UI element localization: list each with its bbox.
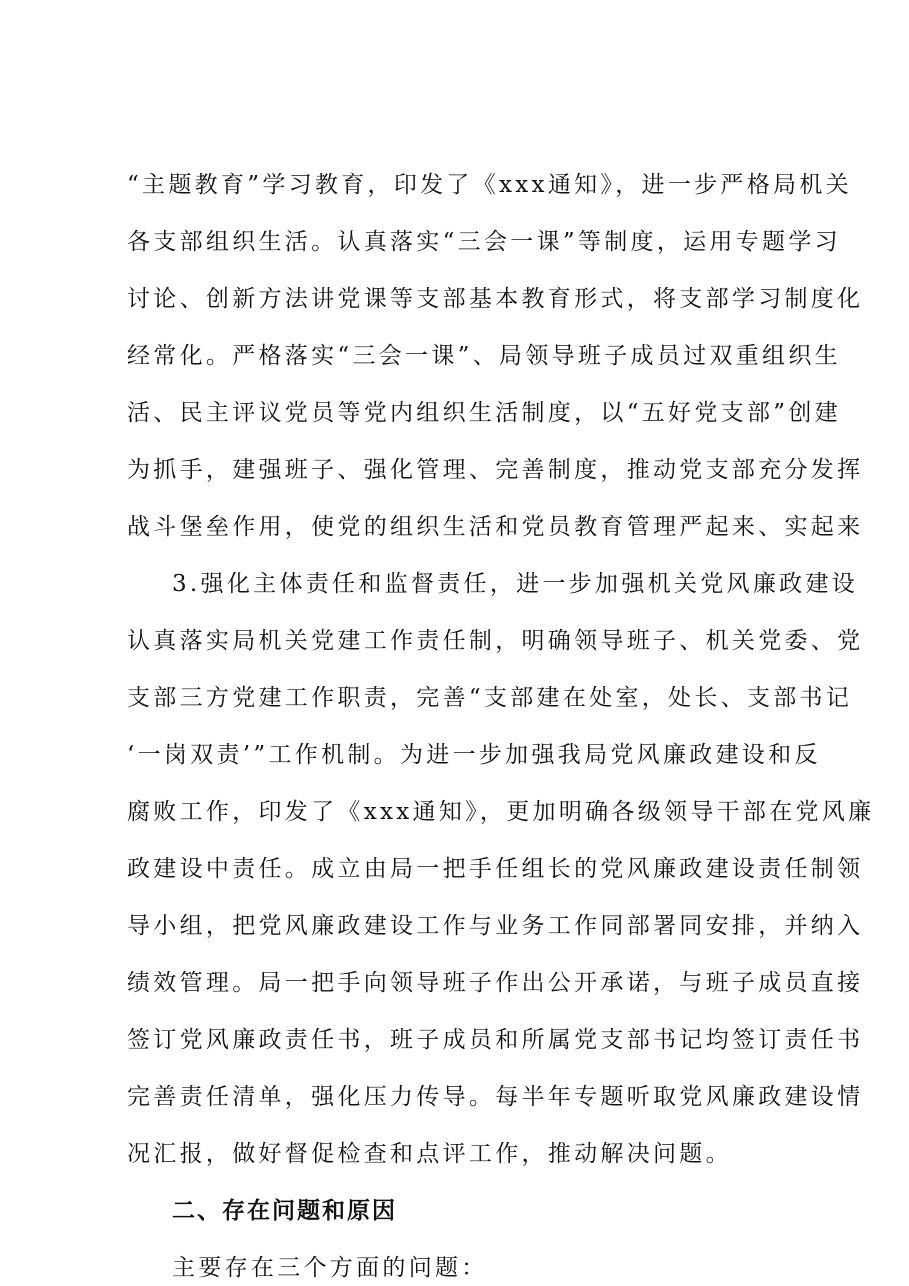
text-line: 活、民主评议党员等党内组织生活制度，以“五好党支部”创建 [127, 400, 841, 426]
text-line: “主题教育”学习教育，印发了《xxx通知》，进一步严格局机关 [127, 172, 852, 198]
text-line: 认真落实局机关党建工作责任制，明确领导班子、机关党委、党 [127, 628, 864, 654]
text-line: 完善责任清单，强化压力传导。每半年专题听取党风廉政建设情 [127, 1084, 864, 1110]
text-line: 经常化。严格落实“三会一课”、局领导班子成员过双重组织生 [127, 343, 841, 369]
text-line: 主要存在三个方面的问题： [172, 1255, 488, 1281]
text-line: 政建设中责任。成立由局一把手任组长的党风廉政建设责任制领 [127, 856, 864, 882]
text-line: 为抓手，建强班子、强化管理、完善制度，推动党支部充分发挥 [127, 457, 864, 483]
section-heading: 二、存在问题和原因 [172, 1198, 397, 1224]
text-line: 签订党风廉政责任书，班子成员和所属党支部书记均签订责任书 [127, 1027, 864, 1053]
text-line: 况汇报，做好督促检查和点评工作，推动解决问题。 [127, 1141, 732, 1167]
text-line: 腐败工作，印发了《xxx通知》，更加明确各级领导干部在党风廉 [127, 799, 875, 825]
text-line: 战斗堡垒作用，使党的组织生活和党员教育管理严起来、实起来 [127, 514, 864, 540]
text-line: 绩效管理。局一把手向领导班子作出公开承诺，与班子成员直接 [127, 970, 864, 996]
text-line: 支部三方党建工作职责，完善“支部建在处室，处长、支部书记 [127, 685, 853, 711]
text-line: 3.强化主体责任和监督责任，进一步加强机关党风廉政建设 [172, 571, 859, 597]
text-line: 讨论、创新方法讲党课等支部基本教育形式，将支部学习制度化 [127, 286, 864, 312]
text-line: ‘一岗双责’”工作机制。为进一步加强我局党风廉政建设和反 [127, 742, 821, 768]
text-line: 导小组，把党风廉政建设工作与业务工作同部署同安排，并纳入 [127, 913, 864, 939]
text-line: 各支部组织生活。认真落实“三会一课”等制度，运用专题学习 [127, 229, 841, 255]
